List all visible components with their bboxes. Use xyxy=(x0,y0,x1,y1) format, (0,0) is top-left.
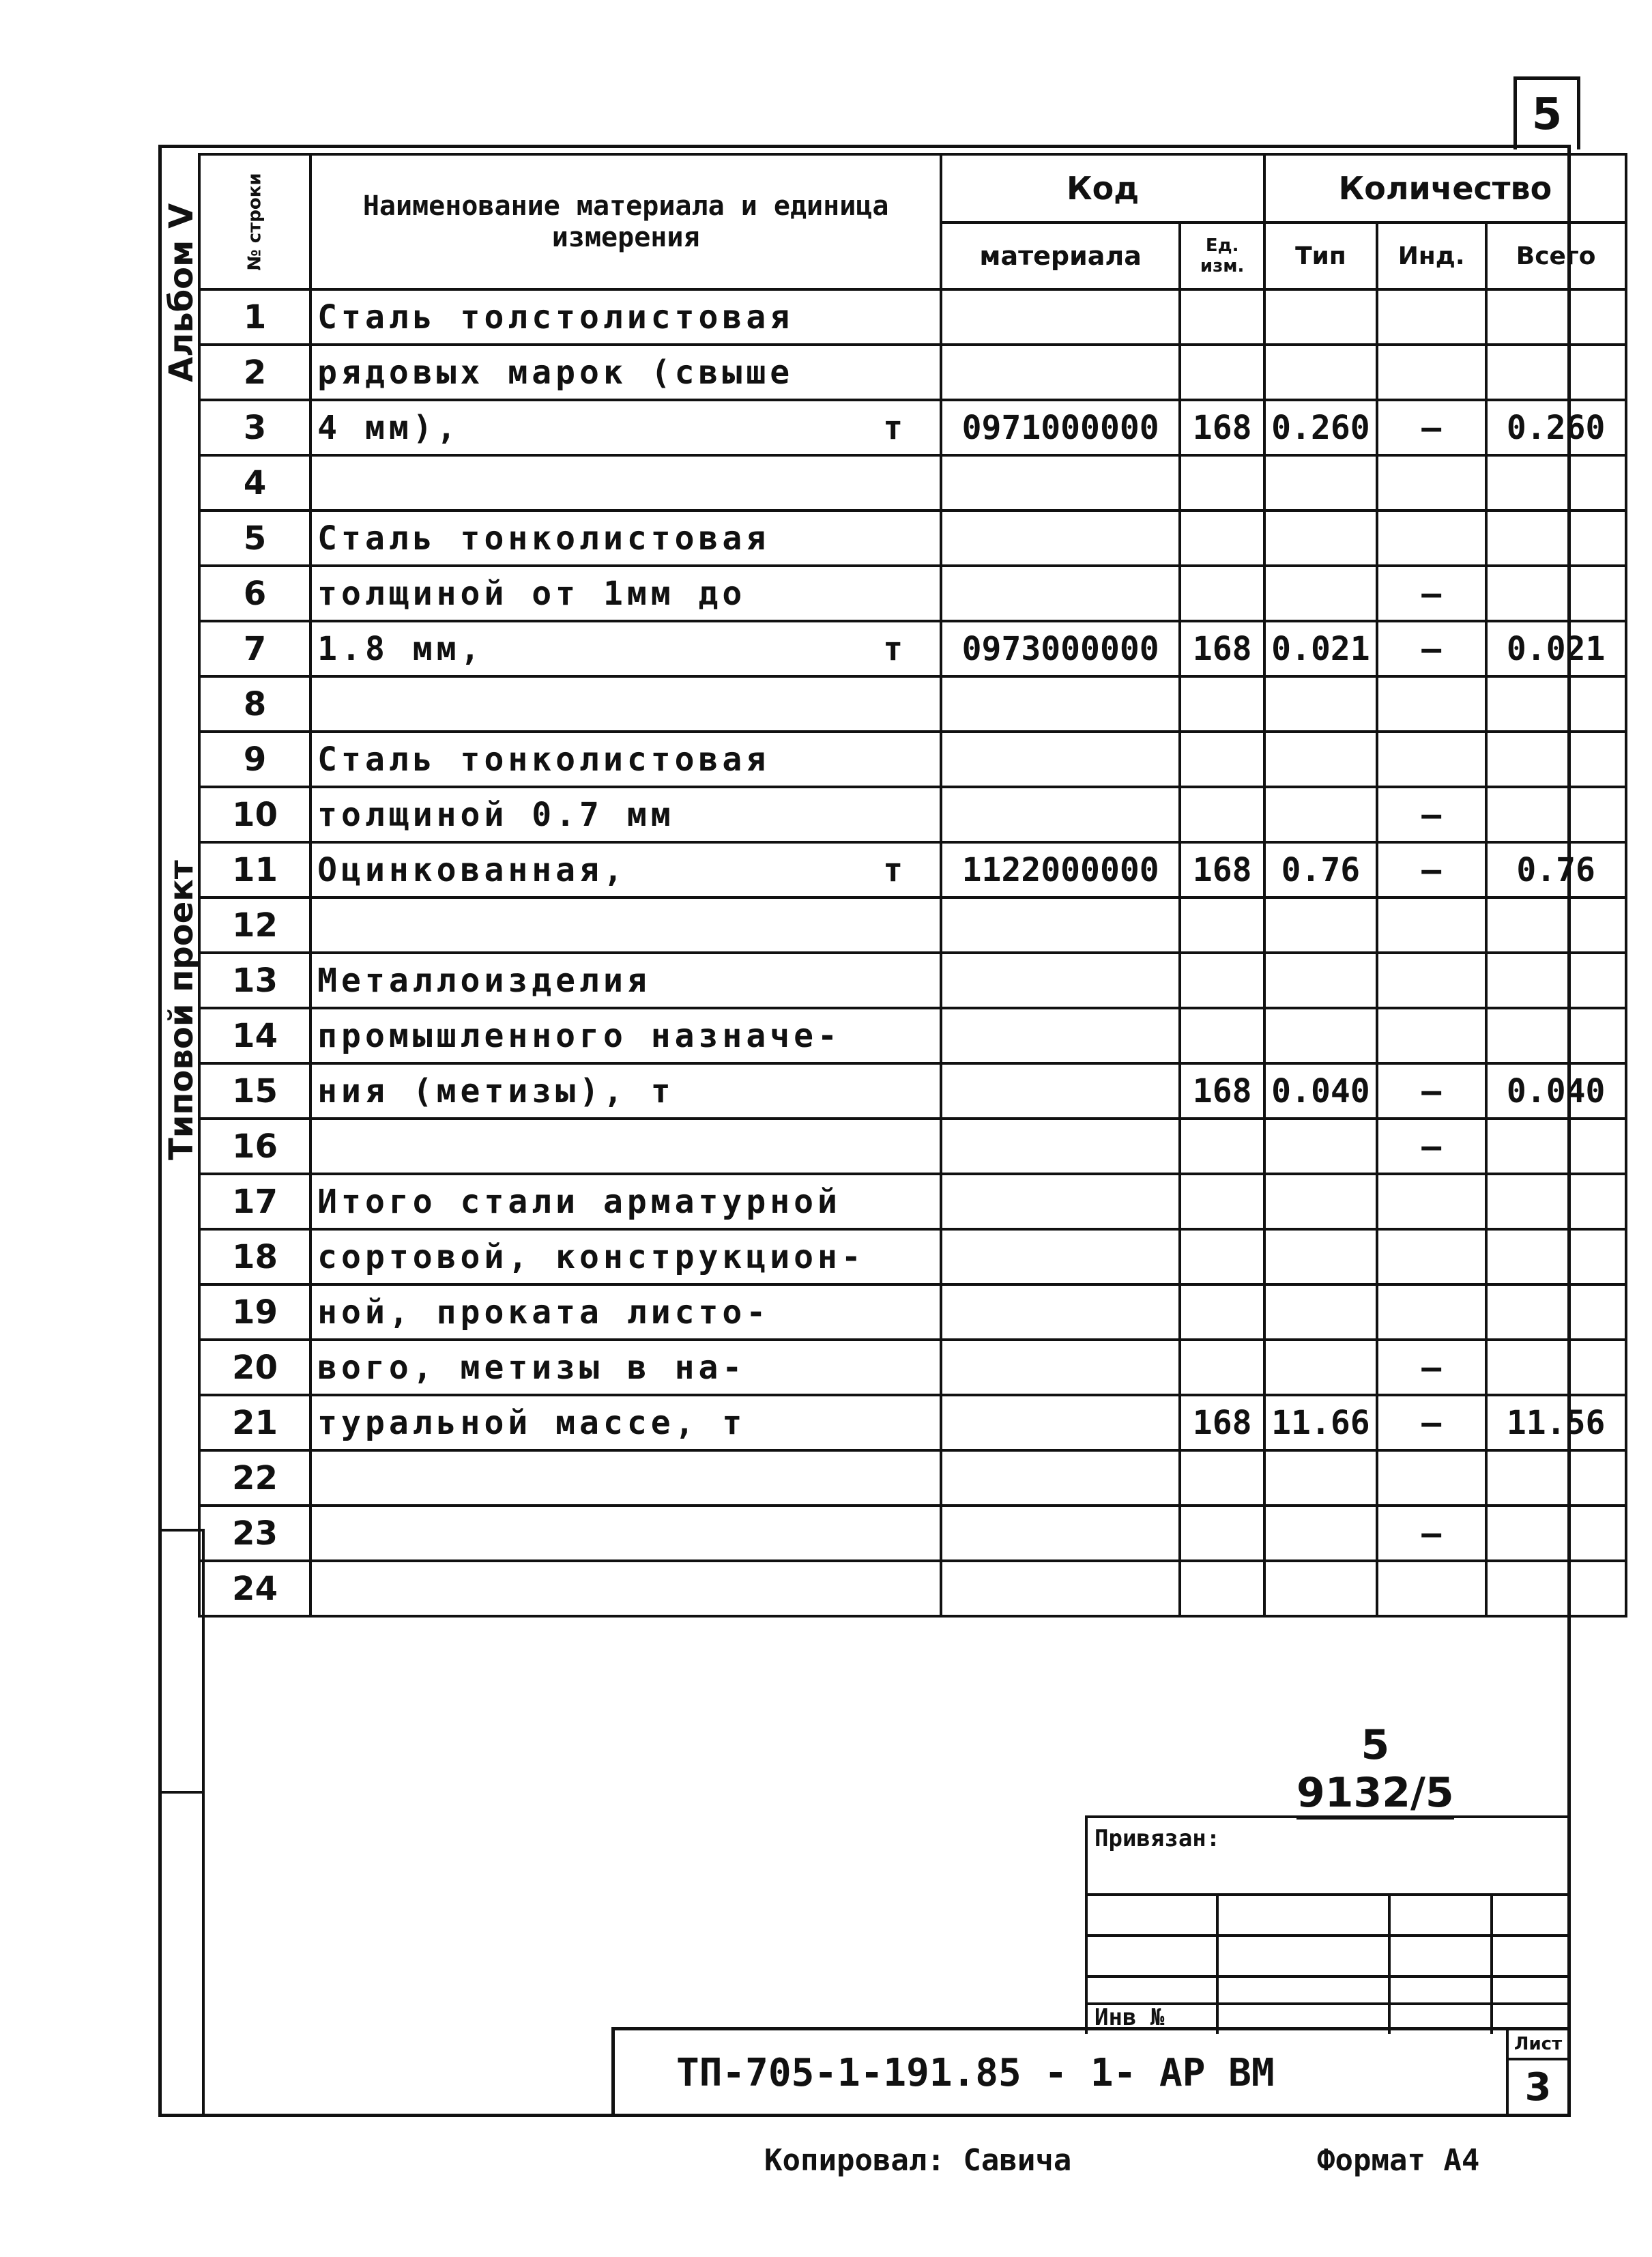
row-unit-cell xyxy=(1180,897,1264,953)
row-ind-cell: – xyxy=(1377,1340,1486,1395)
row-code-cell xyxy=(941,953,1180,1008)
row-code-cell xyxy=(941,1008,1180,1063)
row-name-text: промышленного назначе- xyxy=(317,1016,841,1055)
row-name-cell xyxy=(310,1506,941,1561)
row-code-cell xyxy=(941,1395,1180,1450)
row-name-cell xyxy=(310,289,941,345)
row-name-text: ния (метизы), т xyxy=(317,1072,675,1110)
row-code-cell xyxy=(941,289,1180,345)
row-ind-cell: – xyxy=(1377,787,1486,842)
row-ind-cell xyxy=(1377,1008,1486,1063)
row-number-cell: 18 xyxy=(199,1229,310,1284)
row-name-text: рядовых марок (свыше xyxy=(317,353,794,392)
row-typ-cell xyxy=(1264,897,1377,953)
row-typ-cell: 0.76 xyxy=(1264,842,1377,897)
row-unit-cell xyxy=(1180,676,1264,732)
row-unit-tag: т xyxy=(883,850,908,889)
project-label: Типовой проект xyxy=(162,860,201,1160)
row-unit-cell xyxy=(1180,511,1264,566)
row-unit-tag xyxy=(907,1293,934,1332)
row-typ-cell: 0.040 xyxy=(1264,1063,1377,1119)
table-row xyxy=(199,1063,1626,1119)
row-typ-cell xyxy=(1264,1561,1377,1616)
row-typ-cell: 0.021 xyxy=(1264,621,1377,676)
row-unit-tag xyxy=(907,1404,934,1442)
row-ind-cell xyxy=(1377,455,1486,511)
row-number-cell: 5 xyxy=(199,511,310,566)
row-code-cell xyxy=(941,897,1180,953)
table-row xyxy=(199,1561,1626,1616)
row-typ-cell xyxy=(1264,787,1377,842)
row-ind-cell: – xyxy=(1377,1506,1486,1561)
row-ind-cell xyxy=(1377,1229,1486,1284)
row-total-cell xyxy=(1486,1284,1626,1340)
row-number-cell: 12 xyxy=(199,897,310,953)
row-code-cell xyxy=(941,1063,1180,1119)
row-name-cell xyxy=(310,1174,941,1229)
table-row xyxy=(199,1340,1626,1395)
row-name-cell xyxy=(310,787,941,842)
row-name-text: ной, проката листо- xyxy=(317,1293,770,1332)
row-ind-cell xyxy=(1377,1561,1486,1616)
row-unit-tag: т xyxy=(883,629,908,668)
format-label: Формат А4 xyxy=(1317,2143,1480,2178)
row-ind-cell: – xyxy=(1377,1395,1486,1450)
table-row xyxy=(199,1284,1626,1340)
row-name-cell xyxy=(310,621,941,676)
row-name-text: Сталь тонколистовая xyxy=(317,740,770,779)
row-unit-tag xyxy=(907,1238,934,1276)
row-total-cell: 0.260 xyxy=(1486,400,1626,455)
row-unit-cell xyxy=(1180,1284,1264,1340)
table-row xyxy=(199,566,1626,621)
row-code-cell xyxy=(941,1119,1180,1174)
row-name-cell xyxy=(310,1119,941,1174)
linked-label: Привязан: xyxy=(1095,1825,1221,1852)
row-unit-cell xyxy=(1180,345,1264,400)
row-unit-tag xyxy=(907,1349,934,1387)
row-typ-cell xyxy=(1264,1008,1377,1063)
row-typ-cell xyxy=(1264,566,1377,621)
row-total-cell xyxy=(1486,953,1626,1008)
row-unit-cell: 168 xyxy=(1180,1395,1264,1450)
row-unit-tag: т xyxy=(883,408,908,447)
row-ind-cell xyxy=(1377,1284,1486,1340)
row-name-text: сортовой, конструкцион- xyxy=(317,1237,865,1276)
row-unit-cell: 168 xyxy=(1180,1063,1264,1119)
table-row xyxy=(199,345,1626,400)
row-total-cell xyxy=(1486,676,1626,732)
row-number-cell: 8 xyxy=(199,676,310,732)
row-number-cell: 6 xyxy=(199,566,310,621)
row-typ-cell xyxy=(1264,1174,1377,1229)
row-code-cell: 0973000000 xyxy=(941,621,1180,676)
row-number-cell: 24 xyxy=(199,1561,310,1616)
row-total-cell xyxy=(1486,897,1626,953)
row-unit-tag xyxy=(907,298,934,336)
row-typ-cell xyxy=(1264,1229,1377,1284)
header-row-number: № строки xyxy=(199,154,310,289)
table-row xyxy=(199,1506,1626,1561)
row-name-cell xyxy=(310,1450,941,1506)
row-unit-cell xyxy=(1180,455,1264,511)
copied-by: Копировал: Савича xyxy=(764,2143,1072,2178)
row-unit-cell xyxy=(1180,1450,1264,1506)
row-code-cell xyxy=(941,787,1180,842)
sheet-code-bottom: 9132/5 xyxy=(1296,1769,1454,1820)
header-qty-total: Всего xyxy=(1486,222,1626,289)
row-unit-cell: 168 xyxy=(1180,621,1264,676)
row-unit-cell xyxy=(1180,732,1264,787)
row-number-cell: 20 xyxy=(199,1340,310,1395)
row-code-cell xyxy=(941,455,1180,511)
row-ind-cell xyxy=(1377,289,1486,345)
header-qty-ind: Инд. xyxy=(1377,222,1486,289)
row-ind-cell xyxy=(1377,732,1486,787)
row-name-text: 4 мм), xyxy=(317,408,461,447)
row-code-cell xyxy=(941,732,1180,787)
row-code-cell xyxy=(941,511,1180,566)
row-typ-cell xyxy=(1264,455,1377,511)
row-number-cell: 21 xyxy=(199,1395,310,1450)
inv-label: Инв № xyxy=(1095,2004,1165,2031)
table-row xyxy=(199,455,1626,511)
row-typ-cell xyxy=(1264,1119,1377,1174)
row-number-cell: 3 xyxy=(199,400,310,455)
row-typ-cell xyxy=(1264,1340,1377,1395)
row-unit-tag xyxy=(907,1072,934,1110)
row-code-cell xyxy=(941,1229,1180,1284)
row-unit-tag xyxy=(907,796,934,834)
row-total-cell xyxy=(1486,1340,1626,1395)
row-unit-cell xyxy=(1180,1174,1264,1229)
row-typ-cell xyxy=(1264,1506,1377,1561)
row-name-cell xyxy=(310,1561,941,1616)
row-name-cell xyxy=(310,897,941,953)
row-total-cell xyxy=(1486,1561,1626,1616)
row-code-cell xyxy=(941,676,1180,732)
row-ind-cell xyxy=(1377,897,1486,953)
table-row xyxy=(199,621,1626,676)
row-total-cell xyxy=(1486,1119,1626,1174)
row-code-cell xyxy=(941,1284,1180,1340)
row-name-cell xyxy=(310,676,941,732)
row-typ-cell xyxy=(1264,511,1377,566)
header-code-group: Код xyxy=(941,154,1264,222)
row-number-cell: 14 xyxy=(199,1008,310,1063)
row-name-text: Сталь толстолистовая xyxy=(317,298,794,336)
row-code-cell xyxy=(941,1450,1180,1506)
row-number-cell: 7 xyxy=(199,621,310,676)
row-unit-tag xyxy=(907,962,934,1000)
row-number-cell: 22 xyxy=(199,1450,310,1506)
row-code-cell xyxy=(941,1561,1180,1616)
row-unit-cell xyxy=(1180,1340,1264,1395)
row-unit-cell xyxy=(1180,1229,1264,1284)
row-code-cell: 0971000000 xyxy=(941,400,1180,455)
row-ind-cell: – xyxy=(1377,1063,1486,1119)
row-total-cell: 0.040 xyxy=(1486,1063,1626,1119)
row-number-cell: 11 xyxy=(199,842,310,897)
row-unit-cell xyxy=(1180,289,1264,345)
row-ind-cell: – xyxy=(1377,566,1486,621)
row-name-text: толщиной 0.7 мм xyxy=(317,795,675,834)
row-unit-cell xyxy=(1180,566,1264,621)
row-number-cell: 4 xyxy=(199,455,310,511)
sheet-cell xyxy=(1506,2030,1567,2114)
row-ind-cell: – xyxy=(1377,621,1486,676)
row-unit-tag xyxy=(907,1183,934,1221)
row-name-cell xyxy=(310,953,941,1008)
row-typ-cell xyxy=(1264,953,1377,1008)
row-name-cell xyxy=(310,732,941,787)
row-ind-cell xyxy=(1377,953,1486,1008)
row-typ-cell xyxy=(1264,1450,1377,1506)
row-number-cell: 19 xyxy=(199,1284,310,1340)
row-name-text: вого, метизы в на- xyxy=(317,1348,747,1387)
row-ind-cell xyxy=(1377,1174,1486,1229)
row-code-cell xyxy=(941,345,1180,400)
row-number-cell: 23 xyxy=(199,1506,310,1561)
table-row xyxy=(199,1008,1626,1063)
table-row xyxy=(199,1119,1626,1174)
row-typ-cell xyxy=(1264,732,1377,787)
document-designation: ТП-705-1-191.85 - 1- АР ВМ xyxy=(676,2051,1275,2095)
row-name-cell xyxy=(310,400,941,455)
row-ind-cell xyxy=(1377,345,1486,400)
row-total-cell xyxy=(1486,566,1626,621)
row-name-cell xyxy=(310,1063,941,1119)
row-code-cell xyxy=(941,1506,1180,1561)
row-total-cell xyxy=(1486,289,1626,345)
page-number: 5 xyxy=(1513,76,1580,149)
row-number-cell: 15 xyxy=(199,1063,310,1119)
row-name-cell xyxy=(310,1395,941,1450)
row-typ-cell: 0.260 xyxy=(1264,400,1377,455)
row-name-cell xyxy=(310,842,941,897)
linking-stamp xyxy=(1085,1815,1571,2034)
row-number-cell: 13 xyxy=(199,953,310,1008)
row-total-cell: 11.56 xyxy=(1486,1395,1626,1450)
row-unit-cell xyxy=(1180,1008,1264,1063)
row-total-cell xyxy=(1486,455,1626,511)
table-row xyxy=(199,1229,1626,1284)
row-ind-cell: – xyxy=(1377,1119,1486,1174)
table-row xyxy=(199,400,1626,455)
row-unit-tag xyxy=(907,575,934,613)
row-name-cell xyxy=(310,1229,941,1284)
table-row xyxy=(199,842,1626,897)
table-row xyxy=(199,1174,1626,1229)
row-total-cell: 0.76 xyxy=(1486,842,1626,897)
row-total-cell xyxy=(1486,1229,1626,1284)
row-number-cell: 10 xyxy=(199,787,310,842)
row-total-cell xyxy=(1486,1506,1626,1561)
table-row xyxy=(199,897,1626,953)
header-qty-typ: Тип xyxy=(1264,222,1377,289)
row-typ-cell: 11.66 xyxy=(1264,1395,1377,1450)
row-number-cell: 2 xyxy=(199,345,310,400)
row-total-cell xyxy=(1486,345,1626,400)
table-row xyxy=(199,1395,1626,1450)
row-ind-cell xyxy=(1377,511,1486,566)
row-number-cell: 9 xyxy=(199,732,310,787)
header-name: Наименование материала и единица измерения xyxy=(310,154,941,289)
row-code-cell xyxy=(941,1340,1180,1395)
header-code-unit: Ед. изм. xyxy=(1180,222,1264,289)
row-unit-tag xyxy=(907,519,934,558)
row-total-cell xyxy=(1486,787,1626,842)
sheet-code xyxy=(1296,1721,1454,1820)
row-ind-cell: – xyxy=(1377,400,1486,455)
row-name-cell xyxy=(310,345,941,400)
table-row xyxy=(199,787,1626,842)
row-name-text: Оцинкованная, xyxy=(317,850,627,889)
row-unit-tag xyxy=(907,741,934,779)
row-ind-cell: – xyxy=(1377,842,1486,897)
row-unit-cell xyxy=(1180,787,1264,842)
row-name-text: 1.8 мм, xyxy=(317,629,484,668)
title-block xyxy=(611,2027,1571,2117)
table-row xyxy=(199,511,1626,566)
row-total-cell xyxy=(1486,1450,1626,1506)
row-typ-cell xyxy=(1264,289,1377,345)
row-name-text: Итого стали арматурной xyxy=(317,1182,841,1221)
row-unit-cell xyxy=(1180,1119,1264,1174)
row-unit-cell: 168 xyxy=(1180,842,1264,897)
row-name-text: Металлоизделия xyxy=(317,961,651,1000)
header-qty-group: Количество xyxy=(1264,154,1626,222)
row-unit-cell xyxy=(1180,1506,1264,1561)
row-unit-cell: 168 xyxy=(1180,400,1264,455)
sheet-label: Лист xyxy=(1509,2030,1567,2060)
row-name-cell xyxy=(310,566,941,621)
row-ind-cell xyxy=(1377,1450,1486,1506)
row-typ-cell xyxy=(1264,345,1377,400)
row-typ-cell xyxy=(1264,676,1377,732)
row-code-cell xyxy=(941,566,1180,621)
table-row xyxy=(199,676,1626,732)
row-name-cell xyxy=(310,1284,941,1340)
left-binding-strip xyxy=(158,1529,205,2116)
row-ind-cell xyxy=(1377,676,1486,732)
row-name-cell xyxy=(310,1340,941,1395)
row-total-cell xyxy=(1486,1174,1626,1229)
table-row xyxy=(199,953,1626,1008)
row-name-text: толщиной от 1мм до xyxy=(317,574,747,613)
sheet-code-top: 5 xyxy=(1361,1721,1390,1769)
specification-table xyxy=(198,153,1627,1618)
header-code-material: материала xyxy=(941,222,1180,289)
row-code-cell: 1122000000 xyxy=(941,842,1180,897)
row-code-cell xyxy=(941,1174,1180,1229)
row-total-cell xyxy=(1486,1008,1626,1063)
row-unit-cell xyxy=(1180,953,1264,1008)
row-number-cell: 16 xyxy=(199,1119,310,1174)
row-unit-tag xyxy=(907,1017,934,1055)
row-name-text: Сталь тонколистовая xyxy=(317,519,770,558)
row-total-cell xyxy=(1486,511,1626,566)
table-row xyxy=(199,732,1626,787)
sheet-value: 3 xyxy=(1524,2065,1552,2110)
row-total-cell: 0.021 xyxy=(1486,621,1626,676)
row-typ-cell xyxy=(1264,1284,1377,1340)
row-name-cell xyxy=(310,511,941,566)
row-name-cell xyxy=(310,1008,941,1063)
row-name-cell xyxy=(310,455,941,511)
album-label: Альбом V xyxy=(162,203,201,382)
row-unit-cell xyxy=(1180,1561,1264,1616)
row-number-cell: 1 xyxy=(199,289,310,345)
row-unit-tag xyxy=(907,354,934,392)
table-row xyxy=(199,289,1626,345)
row-name-text: туральной массе, т xyxy=(317,1403,747,1442)
row-number-cell: 17 xyxy=(199,1174,310,1229)
row-total-cell xyxy=(1486,732,1626,787)
table-row xyxy=(199,1450,1626,1506)
